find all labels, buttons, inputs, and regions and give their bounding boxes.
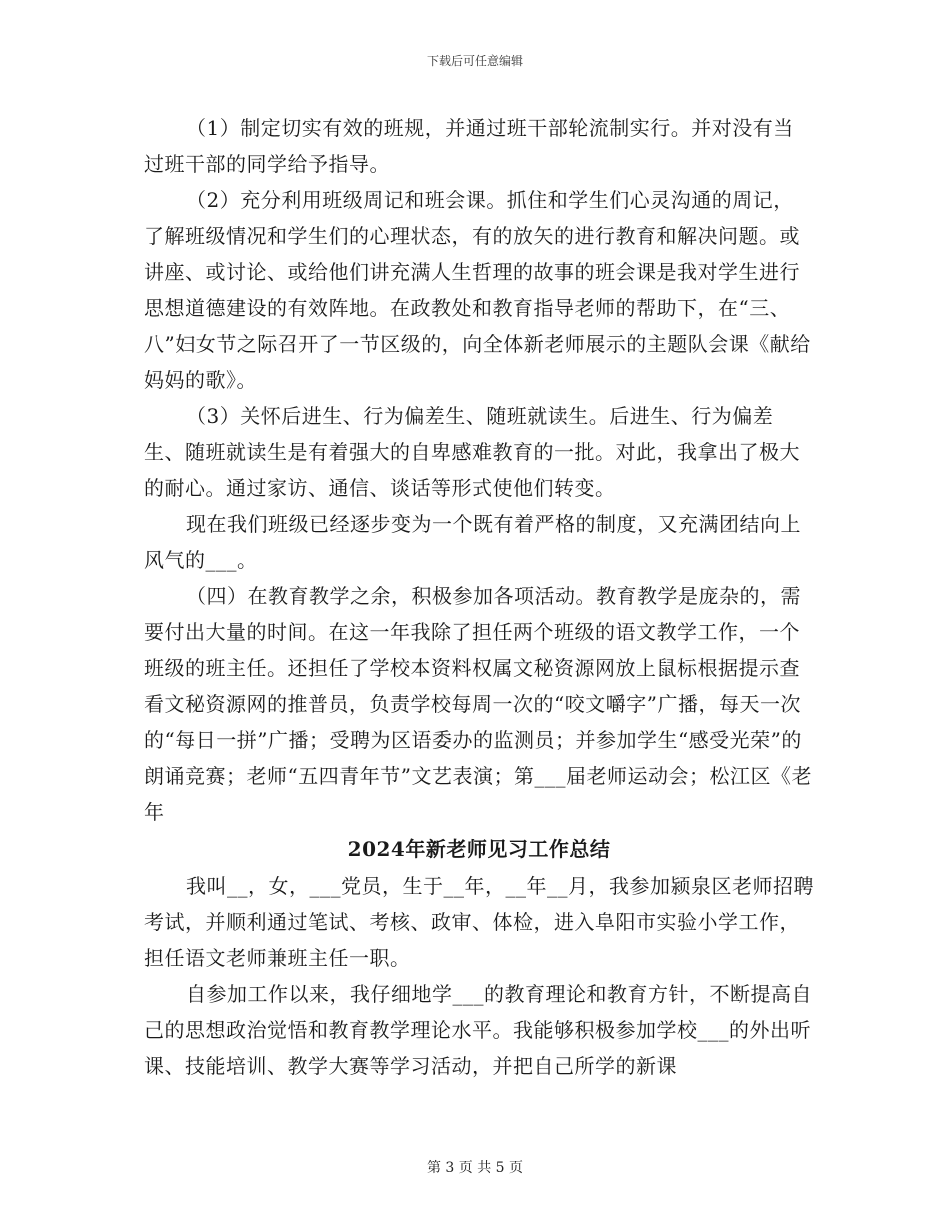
section-title: 2024年新老师见习工作总结 [347,837,611,861]
paragraph-1: （1）制定切实有效的班规，并通过班干部轮流制实行。并对没有当过班干部的同学给予指导。 [144,116,794,176]
page-header: 下载后可任意编辑 [426,54,523,68]
paragraph-2: （2）充分利用班级周记和班会课。抓住和学生们心灵沟通的周记，了解班级情况和学生们的心理状态，有的放矢的进行教育和解决问题。或讲座、或讨论、或给他们讲充满人生哲理的故事的班会课是我对学生进行思想道德建设的有效阵地。在政教处和教育指导老师的帮助下，在“三、八”妇女节之际召开了一节区级的，向全体新老师展示的主题队会课《献给妈妈的歌》。 [144,188,811,392]
paragraph-7: 自参加工作以来，我仔细地学___的教育理论和教育方针，不断提高自己的思想政治觉悟和教育教学理论水平。我能够积极参加学校___的外出听课、技能培训、教学大赛等学习活动，并把自己所学的新课 [144,982,812,1078]
page-footer: 第 3 页 共 5 页 [426,1160,524,1176]
paragraph-5: （四）在教育教学之余，积极参加各项活动。教育教学是庞杂的，需要付出大量的时间。在这一年我除了担任两个班级的语文教学工作，一个班级的班主任。还担任了学校本资料权属文秘资源网放上鼠标根据提示查看文秘资源网的推普员，负责学校每周一次的“咬文嚼字”广播，每天一次的“每日一拼”广播；受聘为区语委办的监测员；并参加学生“感受光荣”的朗诵竞赛；老师“五四青年节”文艺表演；第___届老师运动会；松江区《老年 [144,584,812,824]
paragraph-6: 我叫__，女，___党员，生于__年，__年__月，我参加颍泉区老师招聘考试，并顺利通过笔试、考核、政审、体检，进入阜阳市实验小学工作，担任语文老师兼班主任一职。 [144,874,814,970]
paragraph-3: （3）关怀后进生、行为偏差生、随班就读生。后进生、行为偏差生、随班就读生是有着强大的自卑感难教育的一批。对此，我拿出了极大的耐心。通过家访、通信、谈话等形式使他们转变。 [144,404,800,500]
document-body [144,110,814,1084]
paragraph-4: 现在我们班级已经逐步变为一个既有着严格的制度，又充满团结向上风气的___。 [144,512,801,572]
